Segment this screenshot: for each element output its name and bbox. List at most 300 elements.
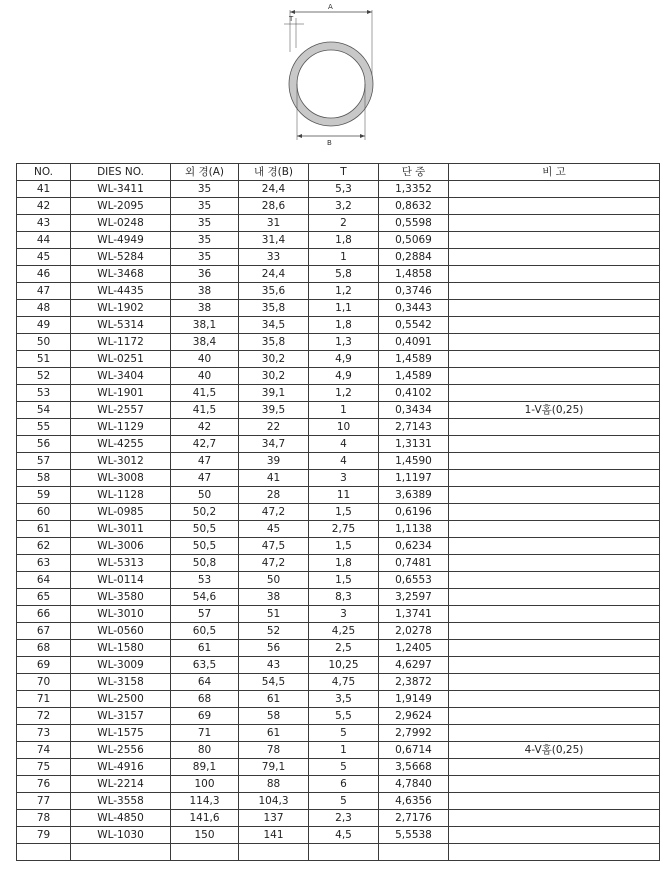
cell-thickness: 3,2 (309, 198, 379, 215)
cell-unit-weight: 1,2405 (379, 640, 449, 657)
cell-inner-diameter: 34,7 (239, 436, 309, 453)
cell-no: 63 (17, 555, 71, 572)
cell-outer-diameter: 36 (171, 266, 239, 283)
table-row (17, 198, 660, 215)
cell-outer-diameter: 40 (171, 368, 239, 385)
cell-inner-diameter: 88 (239, 776, 309, 793)
cell-dies-no: WL-3012 (71, 453, 171, 470)
cell-unit-weight: 0,5542 (379, 317, 449, 334)
cell-no: 41 (17, 181, 71, 198)
table-row (17, 453, 660, 470)
table-row (17, 351, 660, 368)
cell-thickness: 1 (309, 742, 379, 759)
cell-outer-diameter: 35 (171, 198, 239, 215)
table-row (17, 691, 660, 708)
cell-unit-weight: 0,6196 (379, 504, 449, 521)
cell-outer-diameter: 47 (171, 470, 239, 487)
table-row (17, 538, 660, 555)
cell-unit-weight: 2,7143 (379, 419, 449, 436)
cell-dies-no: WL-3009 (71, 657, 171, 674)
cell-thickness: 1,8 (309, 317, 379, 334)
cell-remarks (449, 385, 660, 402)
header-outer-diameter: 외 경(A) (171, 164, 239, 181)
cell-remarks (449, 759, 660, 776)
table-row (17, 419, 660, 436)
cell-inner-diameter: 31,4 (239, 232, 309, 249)
cell-no: 57 (17, 453, 71, 470)
cell-outer-diameter: 38 (171, 300, 239, 317)
cell-inner-diameter: 28,6 (239, 198, 309, 215)
cell-thickness: 2,3 (309, 810, 379, 827)
cell-inner-diameter: 43 (239, 657, 309, 674)
cell-remarks (449, 334, 660, 351)
cell-outer-diameter: 150 (171, 827, 239, 844)
cell-outer-diameter: 35 (171, 215, 239, 232)
cell-remarks (449, 555, 660, 572)
cell-no: 69 (17, 657, 71, 674)
cell-inner-diameter: 35,8 (239, 300, 309, 317)
cell-thickness: 1,2 (309, 385, 379, 402)
cell-thickness: 4,25 (309, 623, 379, 640)
cell-remarks (449, 317, 660, 334)
cell-remarks (449, 623, 660, 640)
cell-inner-diameter: 58 (239, 708, 309, 725)
cell-remarks (449, 606, 660, 623)
cell-remarks (449, 640, 660, 657)
cell-outer-diameter: 38 (171, 283, 239, 300)
table-row (17, 657, 660, 674)
cell-remarks (449, 708, 660, 725)
cell-unit-weight: 2,3872 (379, 674, 449, 691)
cell-no: 49 (17, 317, 71, 334)
cell-outer-diameter: 53 (171, 572, 239, 589)
cell-unit-weight: 3,5668 (379, 759, 449, 776)
cell-dies-no: WL-2095 (71, 198, 171, 215)
cell-dies-no: WL-3404 (71, 368, 171, 385)
cell-dies-no: WL-4255 (71, 436, 171, 453)
cell-thickness: 2 (309, 215, 379, 232)
cell-remarks (449, 589, 660, 606)
cell-outer-diameter: 68 (171, 691, 239, 708)
cell-thickness: 1,3 (309, 334, 379, 351)
cell-thickness: 5,8 (309, 266, 379, 283)
cell-no: 72 (17, 708, 71, 725)
cell-unit-weight: 2,0278 (379, 623, 449, 640)
cell-unit-weight: 1,4589 (379, 351, 449, 368)
cell-inner-diameter: 51 (239, 606, 309, 623)
table-row (17, 793, 660, 810)
cell-dies-no: WL-0114 (71, 572, 171, 589)
cell-inner-diameter: 45 (239, 521, 309, 538)
cell-remarks (449, 776, 660, 793)
cell-outer-diameter: 41,5 (171, 402, 239, 419)
cell-no: 68 (17, 640, 71, 657)
table-row (17, 844, 660, 861)
cell-inner-diameter: 34,5 (239, 317, 309, 334)
cell-dies-no: WL-1902 (71, 300, 171, 317)
cell-unit-weight: 1,9149 (379, 691, 449, 708)
table-row (17, 436, 660, 453)
cell-remarks (449, 674, 660, 691)
cell-thickness: 1,5 (309, 504, 379, 521)
cell-no: 46 (17, 266, 71, 283)
cell-inner-diameter: 24,4 (239, 181, 309, 198)
cell-no: 54 (17, 402, 71, 419)
header-dies-no: DIES NO. (71, 164, 171, 181)
cell-inner-diameter (239, 844, 309, 861)
cell-remarks (449, 419, 660, 436)
cell-no: 62 (17, 538, 71, 555)
cell-no: 52 (17, 368, 71, 385)
cell-remarks: 4-V홈(0,25) (449, 742, 660, 759)
cell-thickness: 10,25 (309, 657, 379, 674)
dies-spec-table (16, 163, 660, 861)
cell-outer-diameter: 89,1 (171, 759, 239, 776)
cell-remarks (449, 538, 660, 555)
cell-no: 70 (17, 674, 71, 691)
cell-unit-weight (379, 844, 449, 861)
cell-inner-diameter: 22 (239, 419, 309, 436)
cell-dies-no: WL-5314 (71, 317, 171, 334)
cell-thickness: 4 (309, 436, 379, 453)
cell-no: 56 (17, 436, 71, 453)
cell-dies-no: WL-3157 (71, 708, 171, 725)
table-row (17, 759, 660, 776)
cell-dies-no: WL-1129 (71, 419, 171, 436)
cell-unit-weight: 2,7992 (379, 725, 449, 742)
cell-dies-no: WL-3158 (71, 674, 171, 691)
cell-remarks (449, 844, 660, 861)
cell-dies-no: WL-3411 (71, 181, 171, 198)
cell-remarks (449, 283, 660, 300)
table-row (17, 368, 660, 385)
cell-thickness: 5 (309, 725, 379, 742)
cell-outer-diameter: 35 (171, 181, 239, 198)
cell-unit-weight: 0,4091 (379, 334, 449, 351)
cell-thickness: 4,5 (309, 827, 379, 844)
cell-no: 51 (17, 351, 71, 368)
cell-no: 45 (17, 249, 71, 266)
cell-no: 48 (17, 300, 71, 317)
table-row (17, 606, 660, 623)
cell-no: 64 (17, 572, 71, 589)
cell-outer-diameter: 114,3 (171, 793, 239, 810)
cell-thickness: 1,1 (309, 300, 379, 317)
table-row (17, 266, 660, 283)
table-row (17, 776, 660, 793)
cell-no: 76 (17, 776, 71, 793)
cell-unit-weight: 0,2884 (379, 249, 449, 266)
cell-no: 53 (17, 385, 71, 402)
cell-thickness (309, 844, 379, 861)
cell-thickness: 4,9 (309, 368, 379, 385)
cell-inner-diameter: 104,3 (239, 793, 309, 810)
header-thickness: T (309, 164, 379, 181)
cell-no: 47 (17, 283, 71, 300)
cell-remarks (449, 249, 660, 266)
cell-outer-diameter: 35 (171, 232, 239, 249)
cell-outer-diameter: 54,6 (171, 589, 239, 606)
cell-no: 61 (17, 521, 71, 538)
cell-inner-diameter: 79,1 (239, 759, 309, 776)
cell-no: 79 (17, 827, 71, 844)
tube-inner-circle (297, 50, 365, 118)
cell-inner-diameter: 47,2 (239, 555, 309, 572)
cell-dies-no: WL-5313 (71, 555, 171, 572)
cell-remarks (449, 368, 660, 385)
cell-remarks (449, 470, 660, 487)
cell-inner-diameter: 61 (239, 725, 309, 742)
header-no: NO. (17, 164, 71, 181)
cell-outer-diameter: 50 (171, 487, 239, 504)
cell-inner-diameter: 52 (239, 623, 309, 640)
cell-unit-weight: 1,1197 (379, 470, 449, 487)
table-row (17, 555, 660, 572)
cell-remarks (449, 793, 660, 810)
cell-dies-no (71, 844, 171, 861)
table-row (17, 725, 660, 742)
dimension-label-b: B (327, 139, 332, 147)
cell-remarks (449, 487, 660, 504)
cell-thickness: 1,5 (309, 538, 379, 555)
cell-thickness: 3 (309, 470, 379, 487)
table-row (17, 249, 660, 266)
cell-no: 77 (17, 793, 71, 810)
cell-thickness: 4,9 (309, 351, 379, 368)
cell-unit-weight: 0,6234 (379, 538, 449, 555)
cell-unit-weight: 0,3746 (379, 283, 449, 300)
cell-dies-no: WL-2500 (71, 691, 171, 708)
cell-remarks (449, 453, 660, 470)
cell-unit-weight: 3,2597 (379, 589, 449, 606)
table-row (17, 385, 660, 402)
cell-thickness: 1,5 (309, 572, 379, 589)
cell-outer-diameter: 42,7 (171, 436, 239, 453)
cell-remarks (449, 521, 660, 538)
cell-remarks (449, 504, 660, 521)
cell-no: 71 (17, 691, 71, 708)
cell-thickness: 5,5 (309, 708, 379, 725)
cell-unit-weight: 0,3434 (379, 402, 449, 419)
cell-unit-weight: 5,5538 (379, 827, 449, 844)
cell-dies-no: WL-0251 (71, 351, 171, 368)
cell-no: 55 (17, 419, 71, 436)
cell-remarks (449, 300, 660, 317)
cell-thickness: 2,5 (309, 640, 379, 657)
cell-thickness: 1 (309, 402, 379, 419)
table-row (17, 504, 660, 521)
cell-no: 75 (17, 759, 71, 776)
cell-unit-weight: 0,5598 (379, 215, 449, 232)
cell-inner-diameter: 56 (239, 640, 309, 657)
cell-thickness: 4,75 (309, 674, 379, 691)
table-row (17, 623, 660, 640)
cell-dies-no: WL-3006 (71, 538, 171, 555)
cell-thickness: 8,3 (309, 589, 379, 606)
cell-dies-no: WL-3011 (71, 521, 171, 538)
cell-no: 78 (17, 810, 71, 827)
cell-thickness: 3,5 (309, 691, 379, 708)
header-unit-weight: 단 중 (379, 164, 449, 181)
cell-unit-weight: 0,5069 (379, 232, 449, 249)
cell-outer-diameter: 50,8 (171, 555, 239, 572)
cell-inner-diameter: 39,5 (239, 402, 309, 419)
cell-inner-diameter: 50 (239, 572, 309, 589)
cell-thickness: 5,3 (309, 181, 379, 198)
cell-inner-diameter: 141 (239, 827, 309, 844)
cell-dies-no: WL-2214 (71, 776, 171, 793)
cell-dies-no: WL-0248 (71, 215, 171, 232)
cell-unit-weight: 4,6356 (379, 793, 449, 810)
cell-outer-diameter: 141,6 (171, 810, 239, 827)
cell-outer-diameter: 47 (171, 453, 239, 470)
table-row (17, 589, 660, 606)
cell-dies-no: WL-2557 (71, 402, 171, 419)
cell-dies-no: WL-0985 (71, 504, 171, 521)
cell-thickness: 10 (309, 419, 379, 436)
cell-thickness: 3 (309, 606, 379, 623)
cell-no: 44 (17, 232, 71, 249)
cell-thickness: 1 (309, 249, 379, 266)
cell-outer-diameter: 57 (171, 606, 239, 623)
cell-remarks (449, 657, 660, 674)
cell-inner-diameter: 30,2 (239, 351, 309, 368)
cell-outer-diameter: 63,5 (171, 657, 239, 674)
cell-remarks (449, 691, 660, 708)
cell-outer-diameter: 38,4 (171, 334, 239, 351)
cell-inner-diameter: 31 (239, 215, 309, 232)
cell-inner-diameter: 24,4 (239, 266, 309, 283)
cell-unit-weight: 0,7481 (379, 555, 449, 572)
cell-remarks (449, 181, 660, 198)
table-row (17, 487, 660, 504)
cell-thickness: 1,8 (309, 232, 379, 249)
cell-dies-no: WL-1030 (71, 827, 171, 844)
table-header-row (17, 164, 660, 181)
cell-thickness: 11 (309, 487, 379, 504)
cell-dies-no: WL-1128 (71, 487, 171, 504)
cell-no: 74 (17, 742, 71, 759)
cell-unit-weight: 1,4589 (379, 368, 449, 385)
cell-unit-weight: 0,3443 (379, 300, 449, 317)
cell-outer-diameter: 35 (171, 249, 239, 266)
header-remarks: 비 고 (449, 164, 660, 181)
cell-no (17, 844, 71, 861)
cell-no: 59 (17, 487, 71, 504)
table-row (17, 674, 660, 691)
cell-remarks (449, 725, 660, 742)
cell-thickness: 5 (309, 759, 379, 776)
cell-dies-no: WL-3010 (71, 606, 171, 623)
table-row (17, 470, 660, 487)
cell-dies-no: WL-4916 (71, 759, 171, 776)
cell-dies-no: WL-1172 (71, 334, 171, 351)
cell-outer-diameter: 60,5 (171, 623, 239, 640)
cell-dies-no: WL-1901 (71, 385, 171, 402)
table-row (17, 572, 660, 589)
cell-no: 60 (17, 504, 71, 521)
cell-unit-weight: 1,3352 (379, 181, 449, 198)
cell-dies-no: WL-4949 (71, 232, 171, 249)
cell-no: 58 (17, 470, 71, 487)
table-row (17, 181, 660, 198)
table-row (17, 827, 660, 844)
cell-no: 73 (17, 725, 71, 742)
cell-outer-diameter: 40 (171, 351, 239, 368)
cell-inner-diameter: 35,6 (239, 283, 309, 300)
cell-inner-diameter: 35,8 (239, 334, 309, 351)
cell-outer-diameter: 50,5 (171, 538, 239, 555)
cell-dies-no: WL-3580 (71, 589, 171, 606)
cell-unit-weight: 1,4858 (379, 266, 449, 283)
cell-outer-diameter: 64 (171, 674, 239, 691)
cell-outer-diameter: 71 (171, 725, 239, 742)
cell-dies-no: WL-5284 (71, 249, 171, 266)
cell-outer-diameter: 61 (171, 640, 239, 657)
cell-remarks (449, 827, 660, 844)
cell-inner-diameter: 61 (239, 691, 309, 708)
cell-inner-diameter: 39 (239, 453, 309, 470)
tube-cross-section-diagram (0, 0, 672, 160)
table-row (17, 283, 660, 300)
cell-unit-weight: 0,6714 (379, 742, 449, 759)
dimension-label-t: T (289, 15, 294, 23)
cell-no: 67 (17, 623, 71, 640)
table-row (17, 742, 660, 759)
dimension-label-a: A (328, 3, 333, 11)
table-row (17, 402, 660, 419)
cell-inner-diameter: 47,2 (239, 504, 309, 521)
table-row (17, 232, 660, 249)
cell-inner-diameter: 54,5 (239, 674, 309, 691)
table-row (17, 708, 660, 725)
cell-thickness: 1,2 (309, 283, 379, 300)
cell-inner-diameter: 47,5 (239, 538, 309, 555)
cell-unit-weight: 1,3131 (379, 436, 449, 453)
cell-dies-no: WL-4850 (71, 810, 171, 827)
cell-outer-diameter (171, 844, 239, 861)
cell-dies-no: WL-4435 (71, 283, 171, 300)
table-row (17, 317, 660, 334)
cell-dies-no: WL-1580 (71, 640, 171, 657)
cell-outer-diameter: 100 (171, 776, 239, 793)
cell-inner-diameter: 38 (239, 589, 309, 606)
cell-remarks (449, 436, 660, 453)
table-row (17, 521, 660, 538)
cell-inner-diameter: 28 (239, 487, 309, 504)
cell-outer-diameter: 50,5 (171, 521, 239, 538)
cell-remarks (449, 351, 660, 368)
cell-outer-diameter: 69 (171, 708, 239, 725)
cell-remarks: 1-V홈(0,25) (449, 402, 660, 419)
cell-no: 66 (17, 606, 71, 623)
cell-inner-diameter: 78 (239, 742, 309, 759)
cell-unit-weight: 0,6553 (379, 572, 449, 589)
cell-remarks (449, 266, 660, 283)
cell-no: 50 (17, 334, 71, 351)
cell-dies-no: WL-2556 (71, 742, 171, 759)
cell-inner-diameter: 39,1 (239, 385, 309, 402)
cell-unit-weight: 3,6389 (379, 487, 449, 504)
cell-inner-diameter: 33 (239, 249, 309, 266)
table-row (17, 810, 660, 827)
cell-outer-diameter: 42 (171, 419, 239, 436)
cell-dies-no: WL-0560 (71, 623, 171, 640)
table-row (17, 334, 660, 351)
table-row (17, 300, 660, 317)
header-inner-diameter: 내 경(B) (239, 164, 309, 181)
cell-remarks (449, 215, 660, 232)
